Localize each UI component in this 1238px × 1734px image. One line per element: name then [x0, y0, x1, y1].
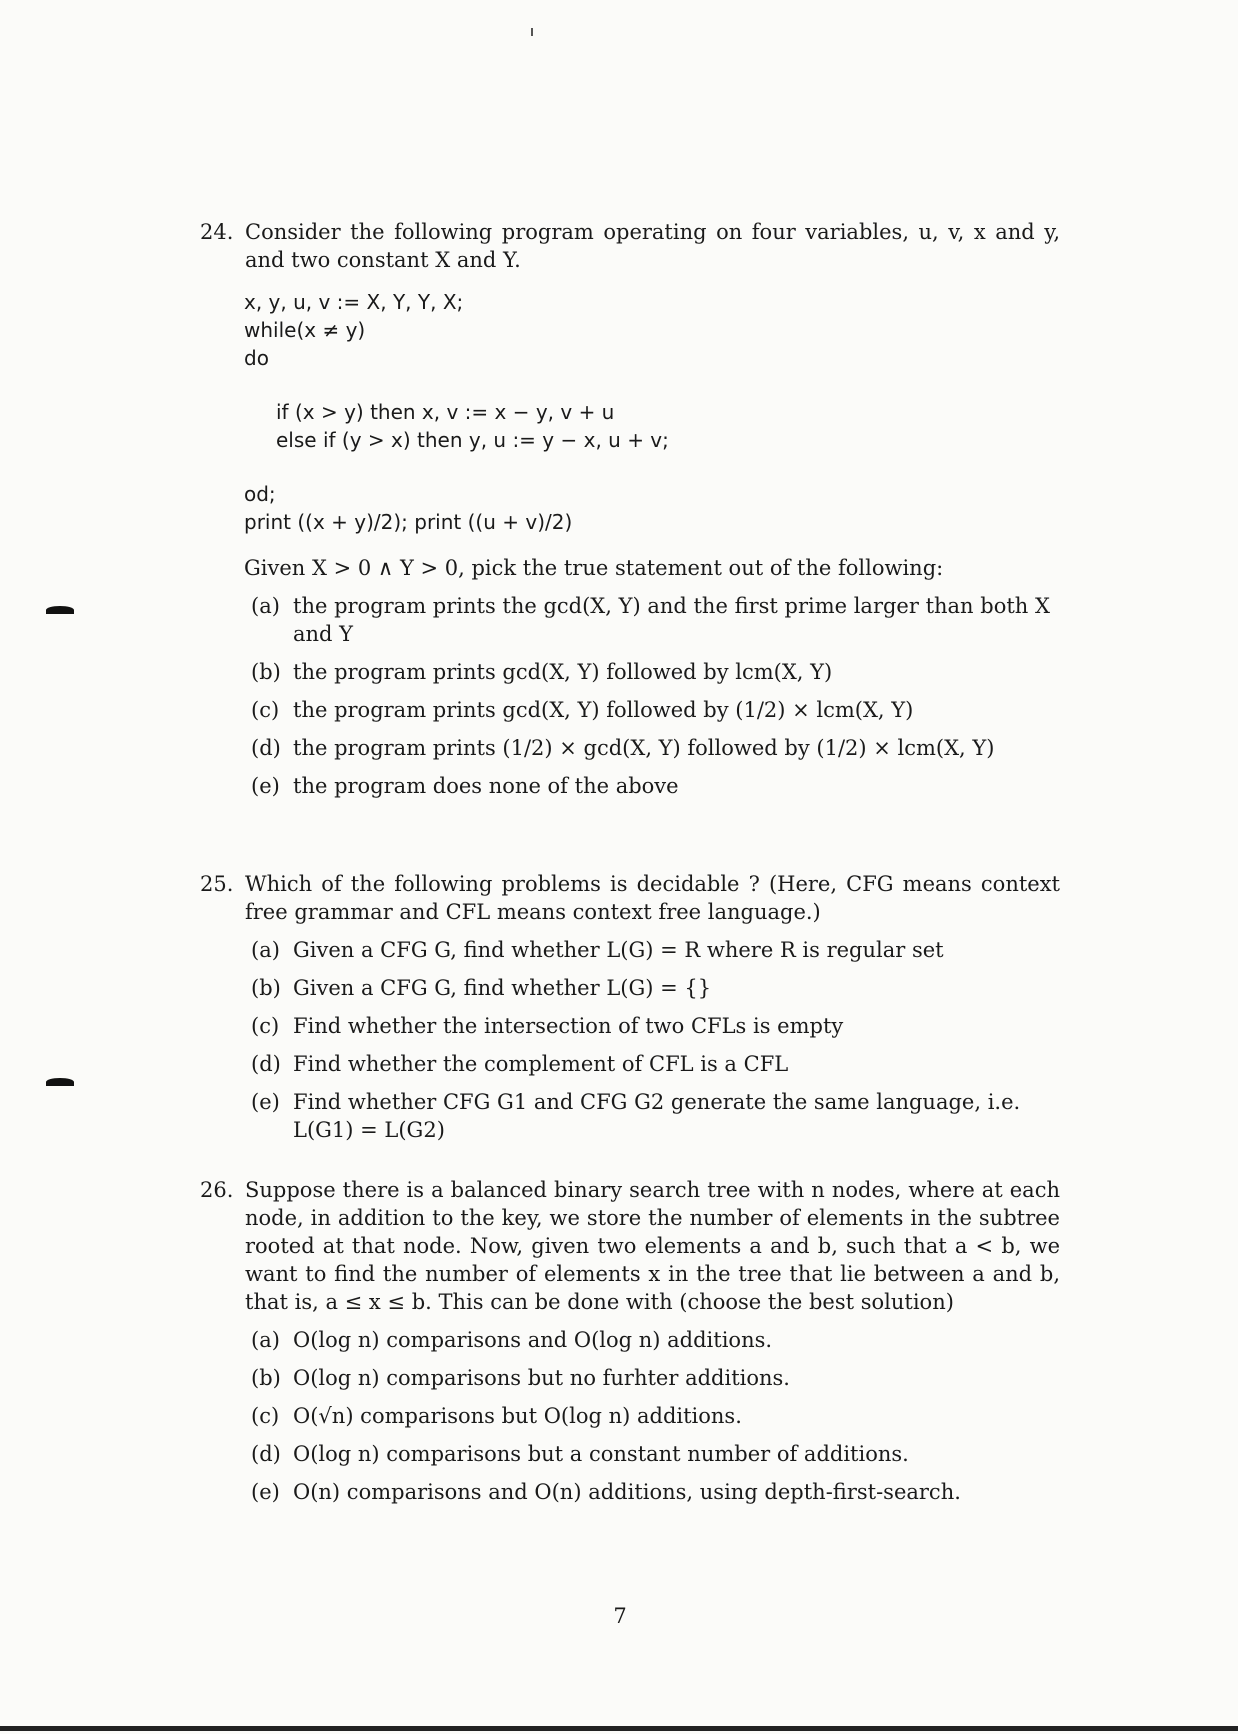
code-line: do	[244, 346, 269, 370]
punch-hole-mark	[46, 1078, 74, 1086]
bottom-edge	[0, 1726, 1238, 1731]
option-list	[251, 936, 1060, 1144]
option-e[interactable]: (e) Find whether CFG G1 and CFG G2 generate the same language, i.e. L(G1) = L(G2)	[251, 1090, 1021, 1142]
question-26	[200, 1176, 1060, 1516]
page-number: 7	[613, 1604, 627, 1628]
question-number: 26.	[200, 1178, 234, 1202]
option-d[interactable]: (d) O(log n) comparisons but a constant number of additions.	[251, 1442, 909, 1466]
question-25	[200, 870, 1060, 1154]
option-c[interactable]: (c) Find whether the intersection of two CFLs is empty	[251, 1014, 844, 1038]
option-list	[251, 1326, 1060, 1506]
code-line: while(x ≠ y)	[244, 318, 366, 342]
option-c[interactable]: (c) the program prints gcd(X, Y) followed by (1/2) × lcm(X, Y)	[251, 698, 914, 722]
question-number: 25.	[200, 872, 234, 896]
given-statement: Given X > 0 ∧ Y > 0, pick the true statement out of the following:	[244, 556, 944, 580]
question-24	[200, 218, 1060, 810]
punch-hole-mark	[46, 606, 74, 614]
option-c[interactable]: (c) O(√n) comparisons but O(log n) additions.	[251, 1404, 742, 1428]
question-text: Suppose there is a balanced binary search tree with n nodes, where at each node, in addition to the key, we store the number of elements in the subtree rooted at that node. Now, given two elements a and b, such that a < b, we want to find the number of elements x in the tree that lie between a and b, that is, a ≤ x ≤ b. This can be done with (choose the best solution)	[245, 1178, 1060, 1314]
option-b[interactable]: (b) the program prints gcd(X, Y) followed by lcm(X, Y)	[251, 660, 833, 684]
option-a[interactable]: (a) the program prints the gcd(X, Y) and the first prime larger than both X and Y	[251, 594, 1050, 646]
option-d[interactable]: (d) the program prints (1/2) × gcd(X, Y) followed by (1/2) × lcm(X, Y)	[251, 736, 995, 760]
code-line: if (x > y) then x, v := x − y, v + u	[276, 400, 615, 424]
code-line: x, y, u, v := X, Y, Y, X;	[244, 290, 464, 314]
option-e[interactable]: (e) O(n) comparisons and O(n) additions, using depth-first-search.	[251, 1480, 961, 1504]
option-e[interactable]: (e) the program does none of the above	[251, 774, 679, 798]
question-number: 24.	[200, 220, 234, 244]
option-b[interactable]: (b) Given a CFG G, find whether L(G) = {}	[251, 976, 712, 1000]
question-text: Consider the following program operating on four variables, u, v, x and y, and two constant X and Y.	[245, 220, 1060, 272]
option-d[interactable]: (d) Find whether the complement of CFL is a CFL	[251, 1052, 789, 1076]
code-line: print ((x + y)/2); print ((u + v)/2)	[244, 510, 573, 534]
scan-mark	[531, 28, 533, 36]
option-b[interactable]: (b) O(log n) comparisons but no furhter additions.	[251, 1366, 790, 1390]
question-text: Which of the following problems is decidable ? (Here, CFG means context free grammar and CFL means context free language.)	[245, 872, 1060, 924]
program-code	[244, 288, 1060, 536]
code-line: else if (y > x) then y, u := y − x, u + v;	[276, 428, 669, 452]
code-line: od;	[244, 482, 276, 506]
option-a[interactable]: (a) Given a CFG G, find whether L(G) = R where R is regular set	[251, 938, 944, 962]
option-a[interactable]: (a) O(log n) comparisons and O(log n) additions.	[251, 1328, 773, 1352]
option-list	[251, 592, 1060, 800]
